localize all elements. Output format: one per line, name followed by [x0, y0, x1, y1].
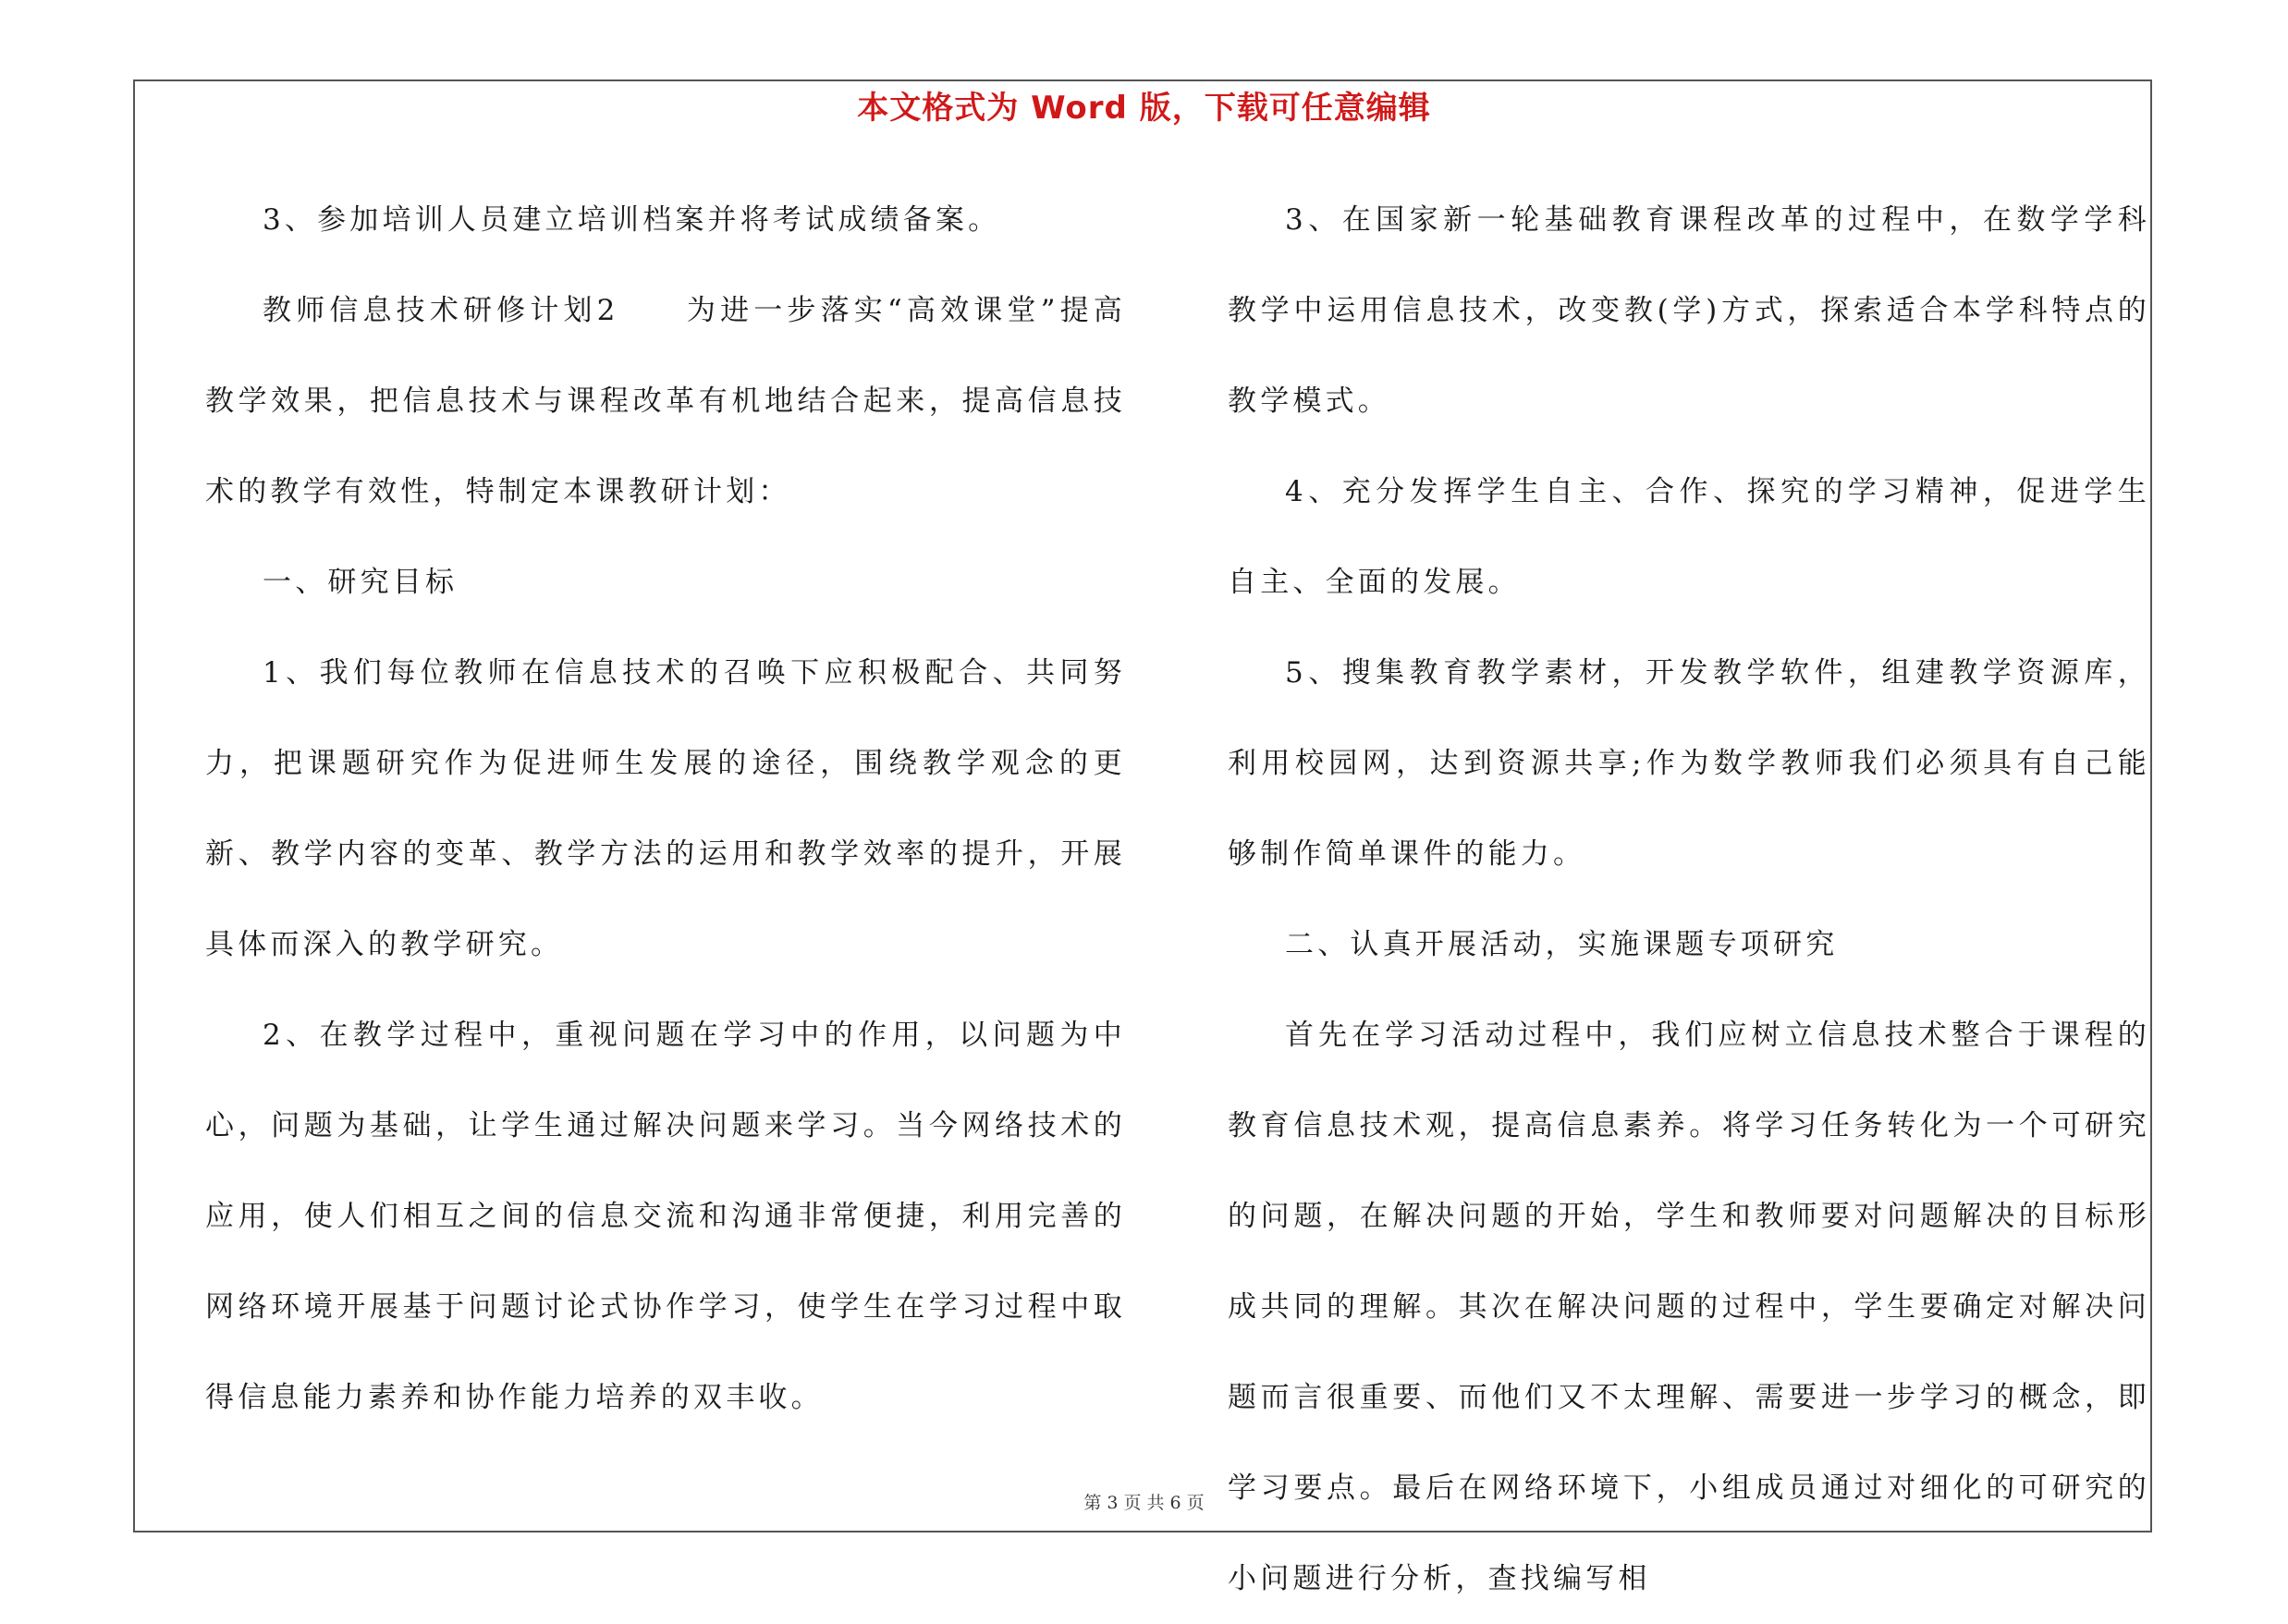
section-heading: 一、研究目标	[263, 566, 459, 599]
left-column	[205, 175, 1126, 1443]
paragraph: 1、我们每位教师在信息技术的召唤下应积极配合、共同努力，把课题研究作为促进师生发展的途径，围绕教学观念的更新、教学内容的变革、教学方法的运用和教学效率的提升，开展具体而深入的教学研究。	[205, 656, 1126, 961]
page-number: 第 3 页 共 6 页	[1083, 1493, 1205, 1513]
paragraph: 4、充分发挥学生自主、合作、探究的学习精神，促进学生自主、全面的发展。	[1228, 475, 2150, 599]
paragraph: 3、在国家新一轮基础教育课程改革的过程中，在数学学科教学中运用信息技术，改变教(学)方式，探索适合本学科特点的教学模式。	[1228, 203, 2150, 418]
paragraph: 首先在学习活动过程中，我们应树立信息技术整合于课程的教育信息技术观，提高信息素养。将学习任务转化为一个可研究的问题，在解决问题的开始，学生和教师要对问题解决的目标形成共同的理解。其次在解决问题的过程中，学生要确定对解决问题而言很重要、而他们又不太理解、需要进一步学习的概念，即学习要点。最后在网络环境下，小组成员通过对细化的可研究的小问题进行分析，查找编写相	[1228, 1019, 2150, 1595]
paragraph: 5、搜集教育教学素材，开发教学软件，组建教学资源库，利用校园网，达到资源共享;作为数学教师我们必须具有自己能够制作简单课件的能力。	[1228, 656, 2150, 871]
format-banner: 本文格式为 Word 版，下载可任意编辑	[857, 90, 1431, 127]
right-column	[1228, 175, 2150, 1624]
section-heading: 二、认真开展活动，实施课题专项研究	[1285, 928, 1839, 961]
paragraph: 3、参加培训人员建立培训档案并将考试成绩备案。	[263, 203, 1001, 237]
paragraph: 教师信息技术研修计划2 为进一步落实“高效课堂”提高教学效果，把信息技术与课程改革有机地结合起来，提高信息技术的教学有效性，特制定本课教研计划：	[205, 294, 1126, 508]
paragraph: 2、在教学过程中，重视问题在学习中的作用，以问题为中心，问题为基础，让学生通过解决问题来学习。当今网络技术的应用，使人们相互之间的信息交流和沟通非常便捷，利用完善的网络环境开展基于问题讨论式协作学习，使学生在学习过程中取得信息能力素养和协作能力培养的双丰收。	[205, 1019, 1126, 1414]
